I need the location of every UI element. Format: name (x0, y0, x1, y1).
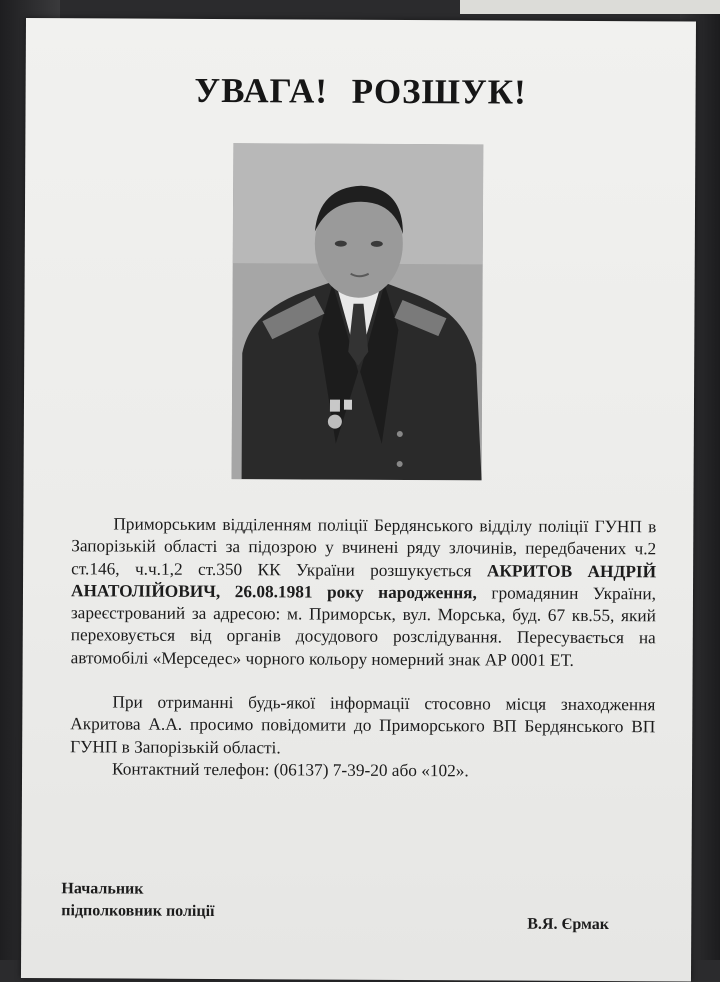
contact-phone: Контактний телефон: (06137) 7-39-20 або «102». (112, 759, 469, 781)
signature-title (61, 878, 214, 923)
signature-title-line2: підполковник поліції (61, 902, 215, 920)
poster-headline: УВАГА! РОЗШУК! (194, 70, 527, 112)
suspect-photo (232, 143, 484, 480)
wanted-paragraph (71, 513, 657, 672)
background-paper-corner (460, 0, 720, 14)
signature-name: В.Я. Єрмак (527, 915, 610, 934)
suspect-name: АКРИТОВ АНДРІЙ АНАТОЛІЙОВИЧ, 26.08.1981 року народження, (70, 561, 657, 603)
signature-title-line1: Начальник (61, 880, 144, 898)
wanted-poster-sheet (21, 18, 696, 981)
info-request-paragraph: При отриманні будь-якої інформації стосовно місця знаходження Акритова А.А. просимо повідомити до Приморського ВП Бердянського ВП ГУНП в Запорізькій області. (70, 692, 656, 758)
suspect-details: громадянин України, зареєстрований за адресою: м. Приморськ, вул. Морська, буд. 67 кв.55, який переховується від органів досудового розслідування. Пересувається на автомобілі «Мерседес» чорного кольору номерний знак АР 0001 ЕТ. (70, 583, 657, 670)
intro-text: Приморським відділенням поліції Бердянського відділу поліції ГУНП в Запорізькій області за підозрою у вчинені ряду злочинів, передбачених ч.2 ст.146, ч.ч.1,2 ст.350 КК України розшукується (71, 514, 657, 580)
poster-body (70, 513, 656, 783)
